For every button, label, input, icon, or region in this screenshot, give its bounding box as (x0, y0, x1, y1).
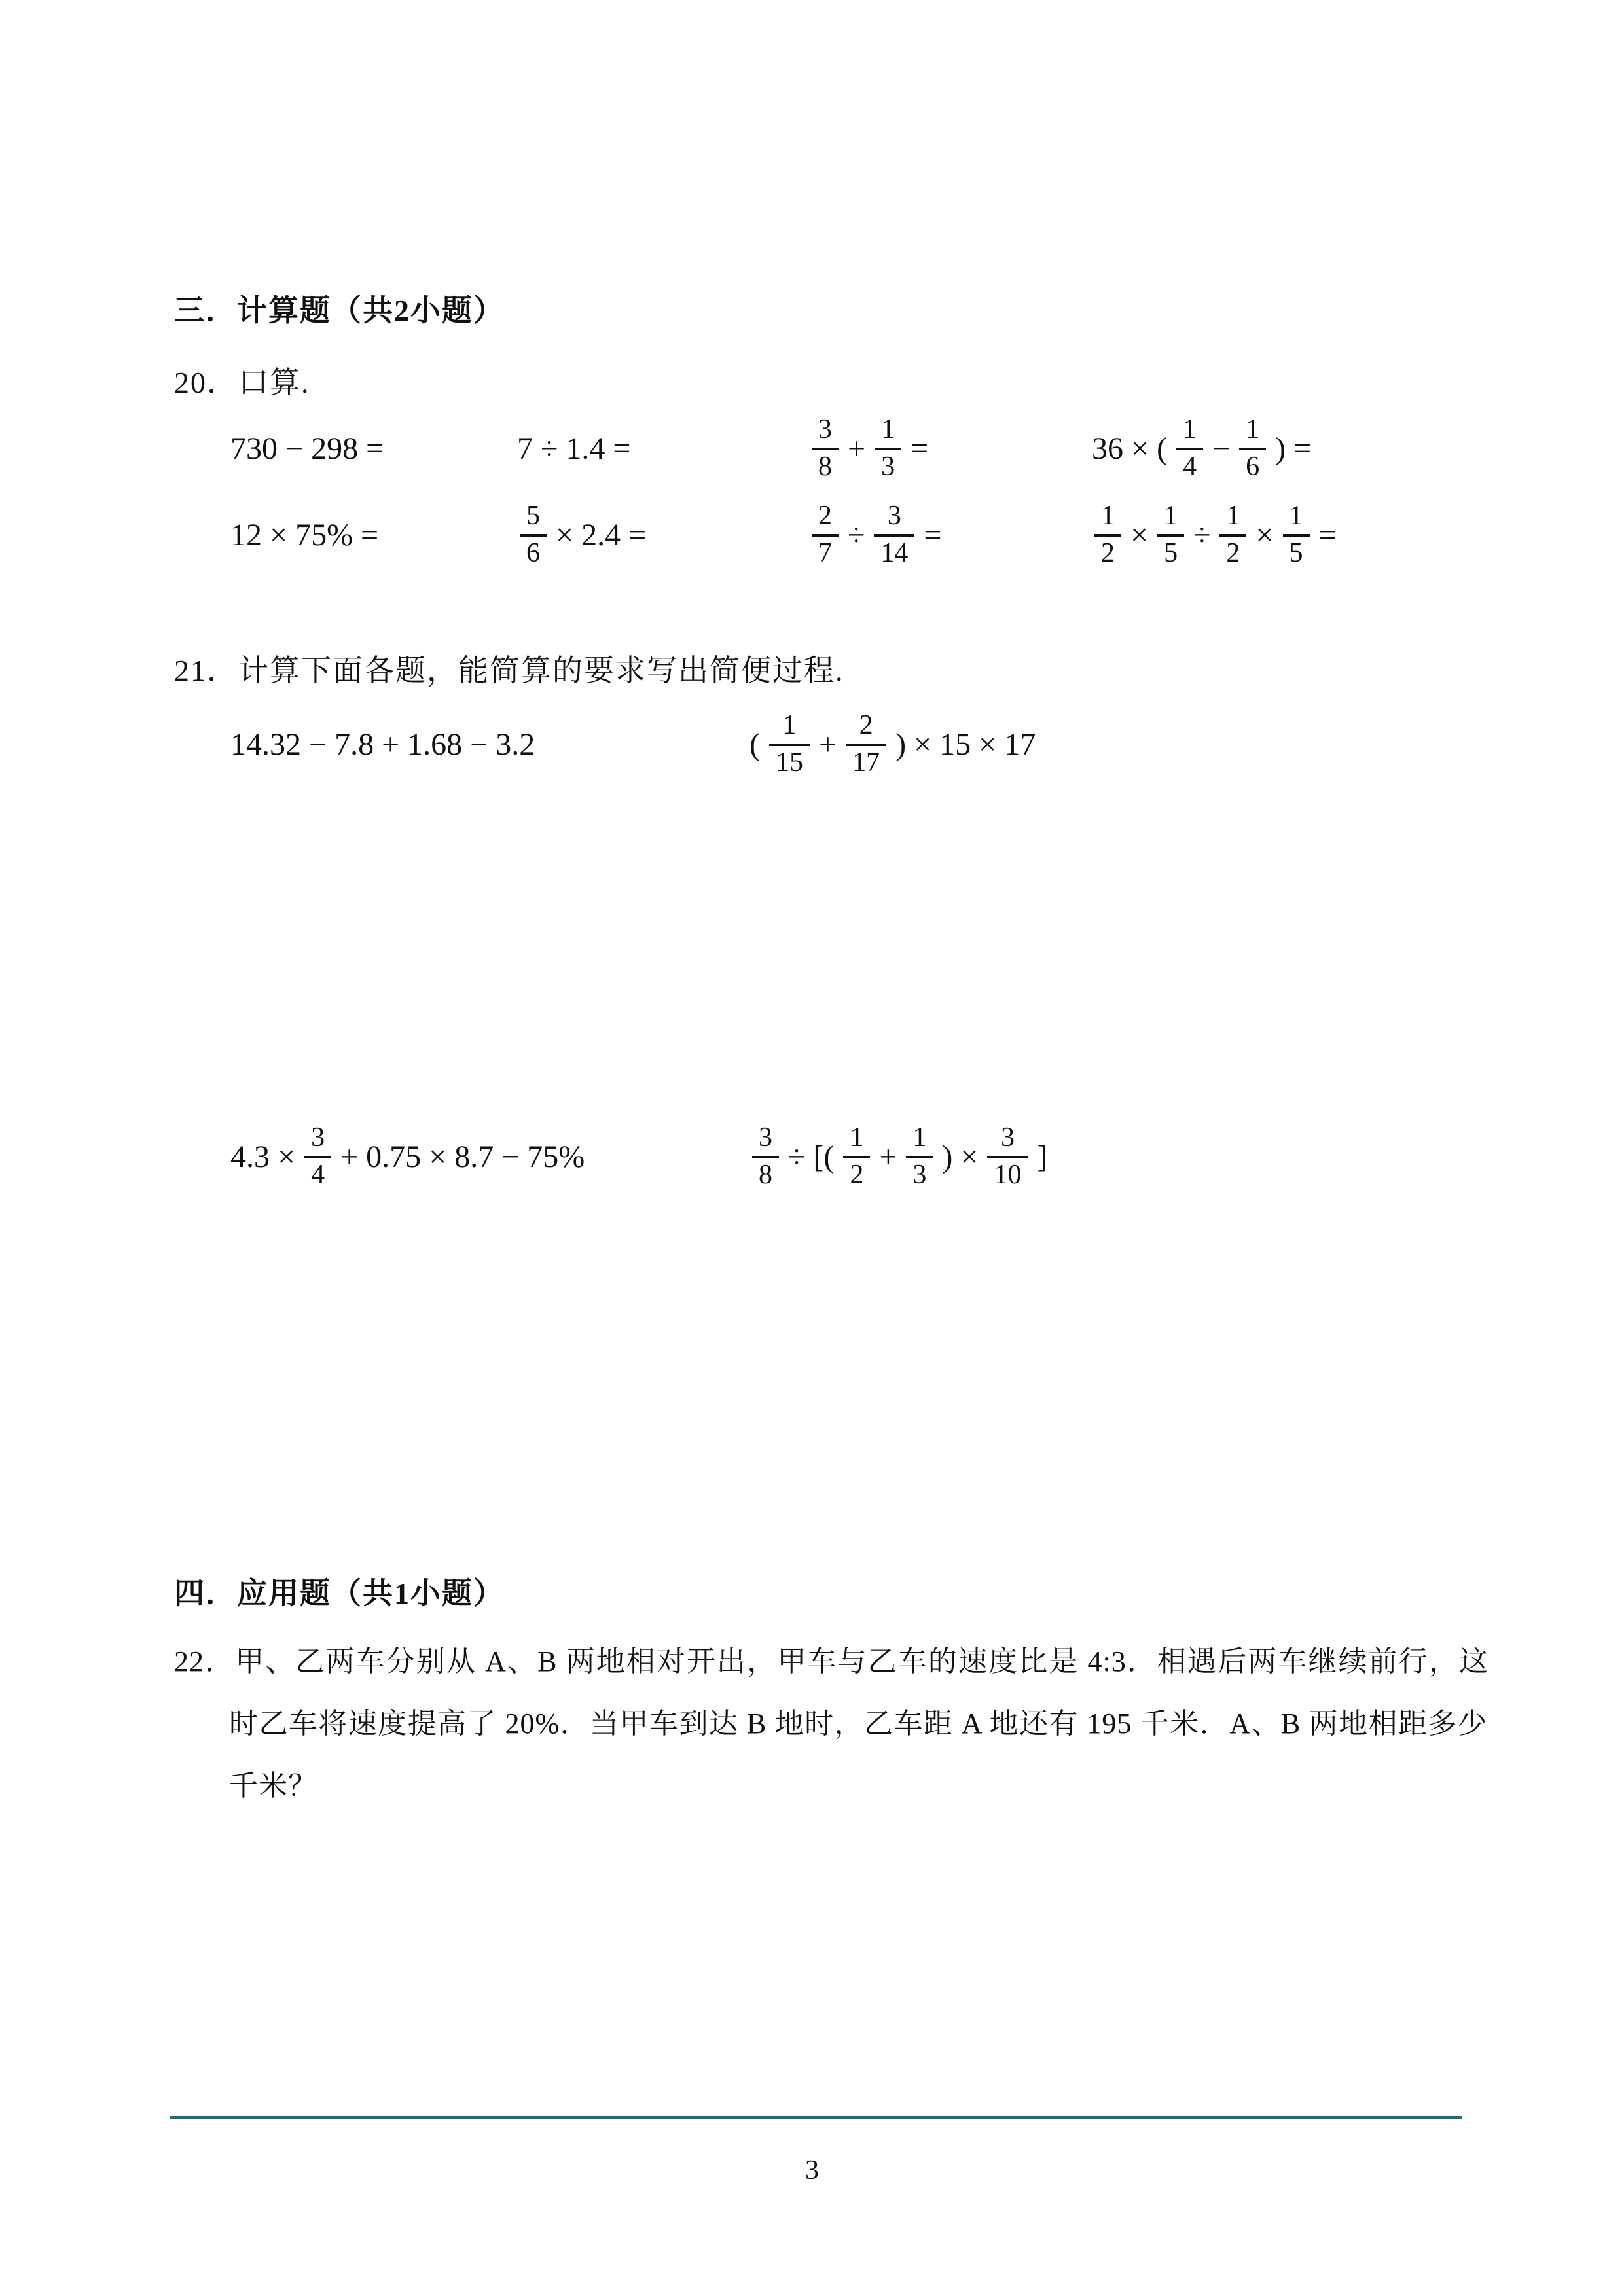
fraction (1239, 414, 1266, 482)
math-text: ) × (942, 1139, 979, 1174)
section3-title: 三．计算题（共2小题） (174, 294, 505, 327)
question22-line-3: 千米？ (229, 1770, 317, 1802)
math-text: ] (1037, 1139, 1048, 1174)
fraction-numerator: 1 (1219, 501, 1246, 536)
q20-expression-3 (809, 406, 928, 491)
math-text: = (924, 517, 942, 552)
q20-expression-8 (1092, 492, 1337, 577)
q20-expression-5 (230, 492, 378, 577)
fraction (1283, 501, 1310, 568)
math-text: + (818, 726, 837, 762)
fraction (752, 1122, 779, 1190)
fraction-denominator: 4 (1183, 451, 1197, 482)
q21-expression-4 (749, 1114, 1047, 1199)
math-text: 730 − 298 = (230, 431, 384, 466)
fraction-denominator: 3 (881, 451, 895, 482)
q20-expression-2 (517, 406, 630, 491)
fraction-denominator: 17 (852, 747, 880, 778)
fraction-numerator: 2 (812, 501, 839, 536)
fraction (846, 710, 886, 778)
fraction-numerator: 3 (987, 1122, 1028, 1158)
q21-expression-2 (749, 702, 1036, 787)
fraction-numerator: 5 (520, 501, 547, 536)
fraction-denominator: 5 (1289, 537, 1303, 568)
q20-expression-1 (230, 406, 384, 491)
math-text: − (1212, 431, 1231, 466)
fraction-denominator: 10 (994, 1159, 1022, 1190)
q21-row-1 (0, 702, 1624, 787)
math-text: + (879, 1139, 897, 1174)
fraction-numerator: 1 (1283, 501, 1310, 536)
math-text: 14.32 − 7.8 + 1.68 − 3.2 (230, 726, 535, 762)
fraction-denominator: 2 (1226, 537, 1240, 568)
math-text: × (1130, 517, 1149, 552)
math-text: = (1318, 517, 1337, 552)
fraction-denominator: 7 (818, 537, 832, 568)
fraction-denominator: 8 (759, 1159, 772, 1190)
fraction (874, 501, 914, 568)
math-text: × (1255, 517, 1274, 552)
fraction (812, 501, 839, 568)
fraction-numerator: 1 (1094, 501, 1121, 536)
math-text: = (911, 431, 929, 466)
question22-line-1: 22．甲、乙两车分别从 A、B 两地相对开出，甲车与乙车的速度比是 4:3．相遇后两车继续前行，这 (174, 1645, 1489, 1677)
fraction-denominator: 8 (818, 451, 832, 482)
question22-line-2: 时乙车将速度提高了 20%．当甲车到达 B 地时，乙车距 A 地还有 195 千米．A、B 两地相距多少 (229, 1708, 1487, 1740)
fraction (1176, 414, 1203, 482)
fraction (875, 414, 901, 482)
q20-expression-6 (517, 492, 646, 577)
fraction (1157, 501, 1184, 568)
fraction (1219, 501, 1246, 568)
math-text: + (848, 431, 866, 466)
math-text: ÷ (1193, 517, 1211, 552)
question20-label: 20．口算. (174, 366, 310, 399)
page-number: 3 (805, 2155, 819, 2185)
math-text: 4.3 × (230, 1139, 296, 1174)
fraction (304, 1122, 331, 1190)
fraction-numerator: 1 (1239, 414, 1266, 450)
fraction-numerator: 1 (906, 1122, 933, 1158)
math-text: × 2.4 = (556, 517, 647, 552)
math-text: 12 × 75% = (230, 517, 379, 552)
fraction-numerator: 3 (752, 1122, 779, 1158)
fraction-numerator: 1 (769, 710, 810, 745)
fraction-denominator: 5 (1164, 537, 1178, 568)
question21-label: 21．计算下面各题，能简算的要求写出简便过程. (174, 654, 844, 687)
fraction-denominator: 3 (912, 1159, 927, 1190)
fraction (843, 1122, 870, 1190)
fraction (906, 1122, 933, 1190)
section4-title: 四．应用题（共1小题） (174, 1577, 505, 1610)
fraction-numerator: 2 (846, 710, 886, 745)
fraction-denominator: 14 (880, 537, 909, 568)
q21-expression-3 (230, 1114, 585, 1199)
fraction-numerator: 1 (1157, 501, 1184, 536)
fraction-numerator: 1 (875, 414, 901, 450)
fraction-denominator: 15 (775, 747, 803, 778)
fraction-denominator: 2 (1101, 537, 1115, 568)
fraction-denominator: 2 (850, 1159, 864, 1190)
fraction-denominator: 6 (526, 537, 540, 568)
fraction-denominator: 4 (311, 1159, 325, 1190)
q21-expression-1 (230, 702, 535, 787)
fraction-denominator: 6 (1246, 451, 1260, 482)
q20-row-2 (0, 492, 1624, 577)
math-text: 7 ÷ 1.4 = (517, 431, 631, 466)
fraction-numerator: 3 (812, 414, 839, 450)
fraction-numerator: 1 (843, 1122, 870, 1158)
fraction (987, 1122, 1028, 1190)
footer-rule (170, 2116, 1462, 2119)
math-text: ) = (1275, 431, 1312, 466)
math-text: 36 × ( (1092, 431, 1168, 466)
fraction (769, 710, 810, 778)
math-text: ÷ (848, 517, 865, 552)
fraction (812, 414, 839, 482)
fraction-numerator: 3 (304, 1122, 331, 1158)
q21-row-2 (0, 1114, 1624, 1199)
q20-expression-7 (809, 492, 941, 577)
math-text: ) × 15 × 17 (895, 726, 1036, 762)
fraction (1094, 501, 1121, 568)
q20-expression-4 (1092, 406, 1311, 491)
fraction-numerator: 1 (1176, 414, 1203, 450)
q20-row-1 (0, 406, 1624, 491)
math-text: + 0.75 × 8.7 − 75% (340, 1139, 585, 1174)
math-text: ÷ [( (788, 1139, 835, 1174)
math-text: ( (749, 726, 760, 762)
fraction (520, 501, 547, 568)
fraction-numerator: 3 (874, 501, 914, 536)
